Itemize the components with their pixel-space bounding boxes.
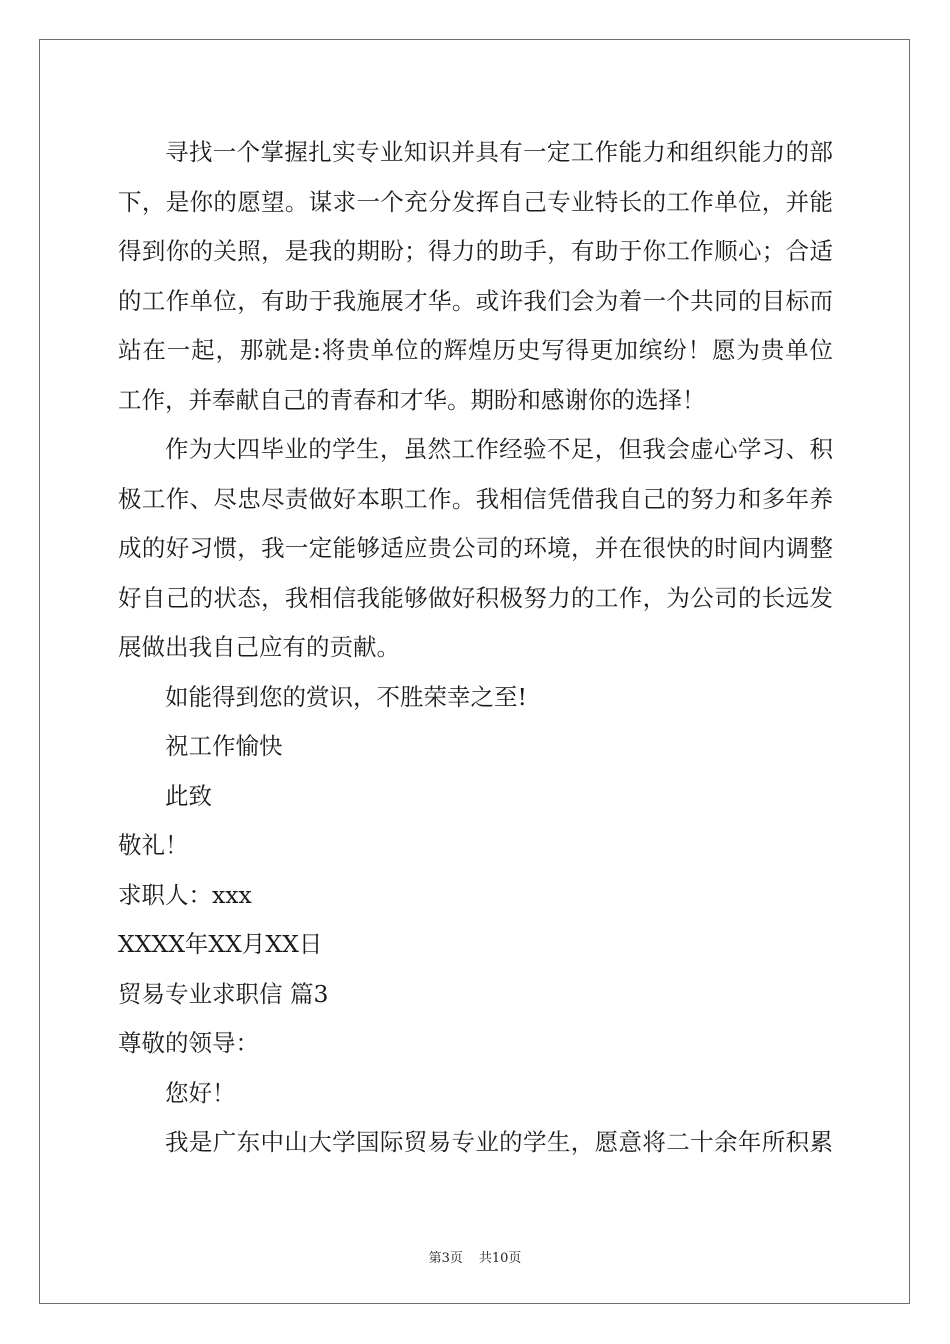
paragraph-line: 得到你的关照，是我的期盼；得力的助手，有助于你工作顺心；合适 (118, 237, 833, 265)
page-total: 共10页 (478, 1251, 522, 1266)
paragraph-line: 极工作、尽忠尽责做好本职工作。我相信凭借我自己的努力和多年养 (118, 484, 833, 513)
greeting-line: 您好！ (165, 1078, 236, 1107)
paragraph-line: 的工作单位，有助于我施展才华。或许我们会为着一个共同的目标而 (118, 286, 833, 315)
paragraph-line: 好自己的状态，我相信我能够做好积极努力的工作，为公司的长远发 (118, 583, 833, 612)
appreciation-line: 如能得到您的赏识，不胜荣幸之至! (165, 682, 527, 711)
closing-line: 此致 (165, 781, 212, 810)
salute-line: 敬礼！ (118, 831, 189, 859)
wish-line: 祝工作愉快 (165, 732, 283, 760)
paragraph-line: 展做出我自己应有的贡献。 (118, 633, 400, 661)
section-title: 贸易专业求职信 篇3 (118, 979, 329, 1008)
paragraph-line: 站在一起，那就是:将贵单位的辉煌历史写得更加缤纷！愿为贵单位 (118, 336, 833, 364)
paragraph-line: 下，是你的愿望。谋求一个充分发挥自己专业特长的工作单位，并能 (118, 187, 833, 216)
page-footer (0, 1247, 950, 1266)
letter-body (118, 128, 833, 1168)
date-line: XXXX年XX月XX日 (118, 930, 323, 958)
applicant-line: 求职人：xxx (118, 880, 252, 909)
paragraph-line: 寻找一个掌握扎实专业知识并具有一定工作能力和组织能力的部 (165, 138, 833, 166)
recipient-line: 尊敬的领导： (118, 1029, 259, 1057)
paragraph-line: 我是广东中山大学国际贸易专业的学生，愿意将二十余年所积累 (165, 1128, 833, 1156)
paragraph-line: 作为大四毕业的学生，虽然工作经验不足，但我会虚心学习、积 (165, 435, 833, 463)
page-number: 第3页 (428, 1251, 463, 1266)
paragraph-line: 工作，并奉献自己的青春和才华。期盼和感谢你的选择！ (118, 385, 706, 414)
paragraph-line: 成的好习惯，我一定能够适应贵公司的环境，并在很快的时间内调整 (118, 534, 833, 562)
